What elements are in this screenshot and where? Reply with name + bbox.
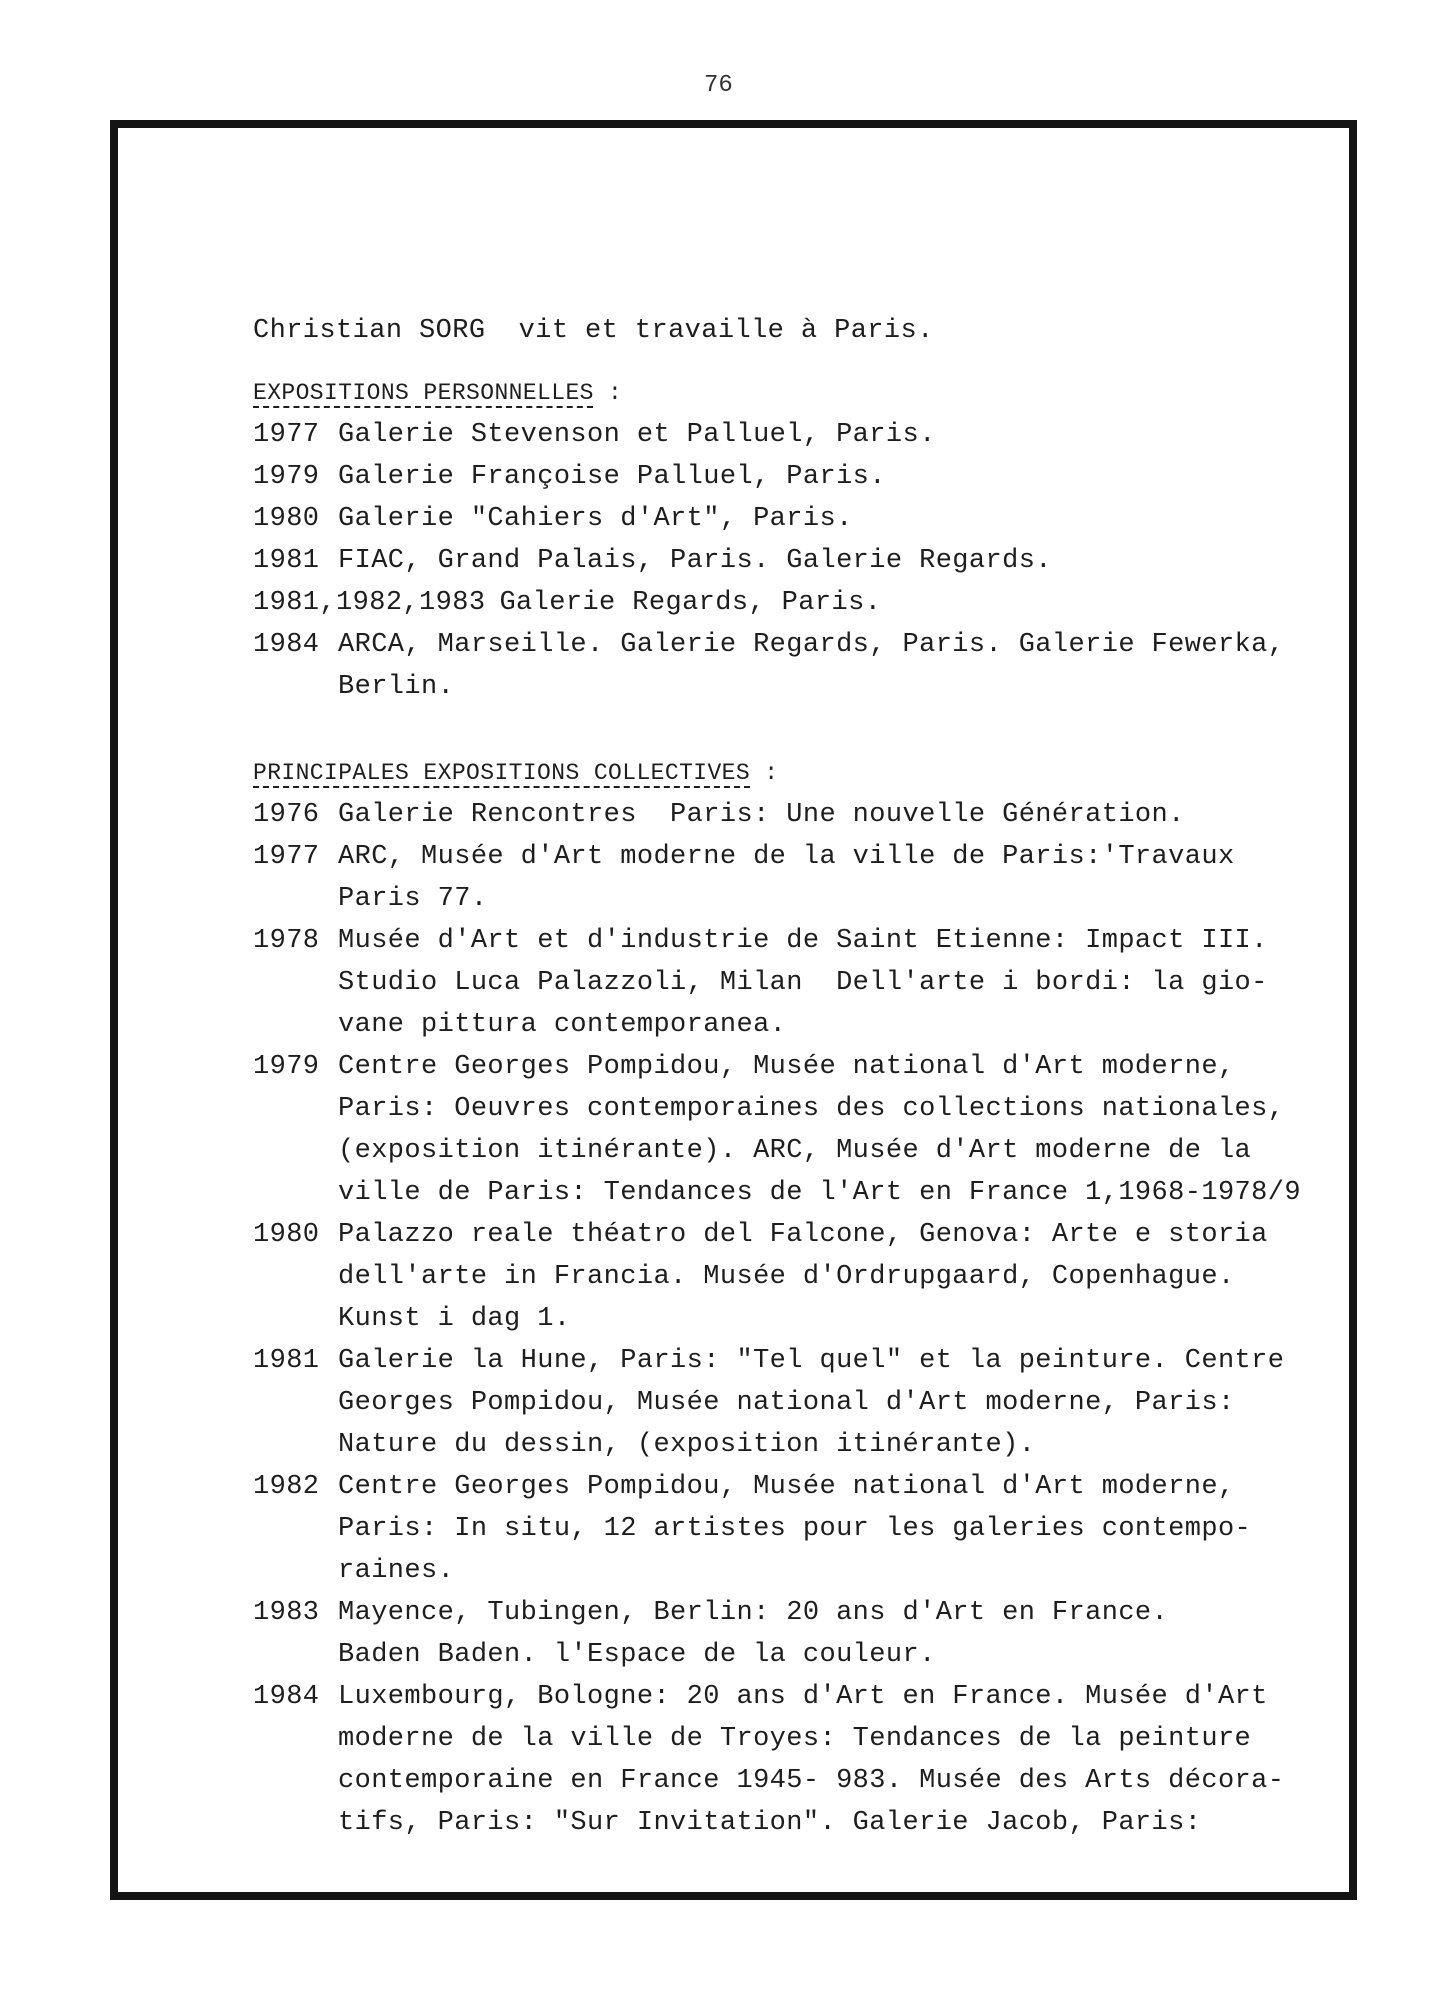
entry-line: tifs, Paris: "Sur Invitation". Galerie Jacob, Paris: (338, 1808, 1202, 1838)
entry-line: Mayence, Tubingen, Berlin: 20 ans d'Art en France. (338, 1598, 1169, 1628)
entry-line: Baden Baden. l'Espace de la couleur. (338, 1640, 936, 1670)
entry-line: Paris: Oeuvres contemporaines des collections nationales, (338, 1094, 1285, 1124)
entry-line: raines. (338, 1556, 455, 1586)
entry-text (338, 540, 1343, 582)
exhibition-entry (253, 1592, 1343, 1676)
entry-year: 1983 (253, 1598, 320, 1628)
entry-line: Nature du dessin, (exposition itinérante). (338, 1430, 1036, 1460)
exhibition-entry (253, 456, 1343, 498)
entry-line: ARCA, Marseille. Galerie Regards, Paris. Galerie Fewerka, (338, 630, 1285, 660)
entry-year: 1977 (253, 842, 320, 872)
entry-text (338, 1676, 1343, 1844)
entry-line: Luxembourg, Bologne: 20 ans d'Art en France. Musée d'Art (338, 1682, 1268, 1712)
entry-line: ARC, Musée d'Art moderne de la ville de Paris:'Travaux (338, 842, 1235, 872)
entry-line: vane pittura contemporanea. (338, 1010, 787, 1040)
entry-year: 1981 (253, 1346, 320, 1376)
exhibition-entry (253, 1214, 1343, 1340)
entry-year: 1978 (253, 926, 320, 956)
entry-text (338, 1466, 1343, 1592)
entry-year: 1977 (253, 420, 320, 450)
exhibition-entry (253, 414, 1343, 456)
entry-line: FIAC, Grand Palais, Paris. Galerie Regards. (338, 546, 1052, 576)
exhibition-entry (253, 794, 1343, 836)
entry-year: 1984 (253, 1682, 320, 1712)
entry-line: Musée d'Art et d'industrie de Saint Etienne: Impact III. (338, 926, 1268, 956)
entry-line: Galerie "Cahiers d'Art", Paris. (338, 504, 853, 534)
entry-line: Galerie Rencontres Paris: Une nouvelle Génération. (338, 800, 1185, 830)
exhibition-entry (253, 498, 1343, 540)
entry-line: Galerie Françoise Palluel, Paris. (338, 462, 886, 492)
collective-heading-text: PRINCIPALES EXPOSITIONS COLLECTIVES (253, 760, 751, 786)
intro-line: Christian SORG vit et travaille à Paris. (253, 316, 934, 346)
entry-year: 1981 (253, 546, 320, 576)
entry-line: Galerie la Hune, Paris: "Tel quel" et la peinture. Centre (338, 1346, 1285, 1376)
personal-exhibitions-list (253, 414, 1343, 708)
entry-line: Paris: In situ, 12 artistes pour les galeries contempo- (338, 1514, 1252, 1544)
entry-text (338, 456, 1343, 498)
exhibition-entry (253, 836, 1343, 920)
entry-line: Kunst i dag 1. (338, 1304, 571, 1334)
entry-text (338, 624, 1343, 708)
entry-year: 1981,1982,1983 (253, 588, 486, 618)
entry-line: ville de Paris: Tendances de l'Art en France 1,1968-1978/9 (338, 1178, 1301, 1208)
entry-line: Palazzo reale théatro del Falcone, Genova: Arte e storia (338, 1220, 1268, 1250)
document-content (253, 310, 1343, 1844)
entry-year: 1982 (253, 1472, 320, 1502)
entry-line: Georges Pompidou, Musée national d'Art moderne, Paris: (338, 1388, 1235, 1418)
entry-text (338, 1214, 1343, 1340)
exhibition-entry (253, 1046, 1343, 1214)
entry-text (338, 498, 1343, 540)
personal-exhibitions-heading (253, 376, 1343, 410)
exhibition-entry (253, 582, 1343, 624)
personal-heading-text: EXPOSITIONS PERSONNELLES (253, 380, 594, 406)
entry-text (338, 1340, 1343, 1466)
entry-year: 1979 (253, 462, 320, 492)
entry-line: contemporaine en France 1945- 983. Musée des Arts décora- (338, 1766, 1285, 1796)
entry-text (338, 1046, 1343, 1214)
entry-line: Centre Georges Pompidou, Musée national d'Art moderne, (338, 1052, 1235, 1082)
personal-heading-colon: : (593, 380, 623, 406)
entry-text (338, 794, 1343, 836)
collective-heading-colon: : (750, 760, 779, 786)
exhibition-entry (253, 920, 1343, 1046)
exhibition-entry (253, 1466, 1343, 1592)
entry-line: Paris 77. (338, 884, 488, 914)
entry-line: (exposition itinérante). ARC, Musée d'Art moderne de la (338, 1136, 1252, 1166)
exhibition-entry (253, 1340, 1343, 1466)
entry-line: Studio Luca Palazzoli, Milan Dell'arte i bordi: la gio- (338, 968, 1268, 998)
entry-text (338, 414, 1343, 456)
entry-year: 1984 (253, 630, 320, 660)
entry-text (338, 836, 1343, 920)
entry-year: 1980 (253, 504, 320, 534)
entry-line: dell'arte in Francia. Musée d'Ordrupgaard, Copenhague. (338, 1262, 1235, 1292)
page-number: 76 (704, 72, 733, 99)
entry-line: Galerie Regards, Paris. (499, 588, 882, 618)
entry-line: moderne de la ville de Troyes: Tendances de la peinture (338, 1724, 1252, 1754)
collective-exhibitions-list (253, 794, 1343, 1844)
entry-line: Galerie Stevenson et Palluel, Paris. (338, 420, 936, 450)
collective-exhibitions-heading (253, 756, 1343, 790)
section-spacer (253, 708, 1343, 738)
exhibition-entry (253, 624, 1343, 708)
entry-year: 1976 (253, 800, 320, 830)
entry-line: Berlin. (338, 672, 455, 702)
entry-text (338, 1592, 1343, 1676)
entry-year: 1980 (253, 1220, 320, 1250)
exhibition-entry (253, 540, 1343, 582)
entry-year: 1979 (253, 1052, 320, 1082)
entry-line: Centre Georges Pompidou, Musée national d'Art moderne, (338, 1472, 1235, 1502)
exhibition-entry (253, 1676, 1343, 1844)
entry-text (338, 920, 1343, 1046)
entry-text (499, 582, 1343, 624)
